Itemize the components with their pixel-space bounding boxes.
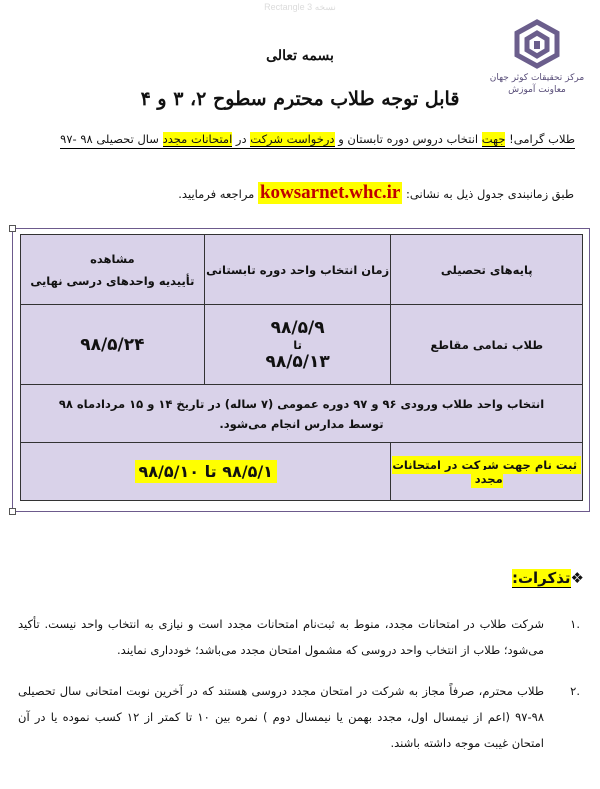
website-link[interactable]: kowsarnet.whc.ir bbox=[259, 182, 401, 203]
retake-label-cell bbox=[391, 443, 583, 501]
note-number: .۲ bbox=[570, 684, 580, 698]
bismillah: بسمه تعالی bbox=[266, 48, 334, 64]
top-caption: Rectangle 3 نسخه bbox=[264, 2, 336, 12]
note-number: .۱ bbox=[570, 617, 580, 631]
row1-to-word: تا bbox=[293, 337, 302, 352]
logo-line-1: مرکز تحقیقات کوثر جهان bbox=[489, 73, 585, 83]
note-item-2 bbox=[18, 678, 580, 756]
resize-handle-bottom-left[interactable] bbox=[9, 508, 16, 515]
intro-highlight-1: جهت bbox=[481, 132, 506, 146]
schedule-before: طبق زمانبندی جدول ذیل به نشانی: bbox=[406, 187, 574, 201]
table-retake-row bbox=[21, 443, 583, 501]
note-text: شرکت طلاب در امتحانات مجدد، منوط به ثبت‌نام امتحانات مجدد است و نیازی به انتخاب واحد نیست. تأکید می‌شود؛ طلاب از انتخاب واحد دروسی که مشمول امتحان مجدد می‌باشد؛ خودداری نمایند. bbox=[18, 617, 544, 657]
retake-date-cell bbox=[21, 443, 391, 501]
table-note bbox=[21, 385, 583, 443]
intro-highlight-3: امتحانات مجدد bbox=[162, 132, 233, 146]
row1-level: طلاب تمامی مقاطع bbox=[391, 305, 583, 385]
row1-from-date: ۹۸/۵/۹ bbox=[270, 317, 325, 338]
schedule-line bbox=[112, 182, 574, 204]
table-note-line-2: توسط مدارس انجام می‌شود. bbox=[219, 416, 384, 431]
intro-part-1: طلاب گرامی! bbox=[505, 132, 575, 146]
intro-underline bbox=[60, 132, 575, 149]
header-view-approval bbox=[21, 235, 205, 305]
header-view-line-2: تأییدیه واحدهای درسی نهایی bbox=[30, 273, 195, 288]
note-item-1 bbox=[18, 611, 580, 663]
header-selection-time: زمان انتخاب واحد دوره تابستانی bbox=[204, 235, 391, 305]
intro-part-3: در bbox=[232, 132, 251, 146]
table-header-row bbox=[21, 235, 583, 305]
notes-heading: ❖تذکرات: bbox=[511, 569, 584, 587]
note-text: طلاب محترم، صرفاً مجاز به شرکت در امتحان مجدد دروسی هستند که در آخرین نوبت امتحانی سال تحصیلی ۹۸-۹۷ (اعم از نیمسال اول، مجدد بهمن یا نیمسال دوم ) نمره بین ۱۰ تا کمتر از ۱۲ کسب نموده یا در آن امتحان غیبت موجه داشته باشند. bbox=[18, 684, 544, 750]
retake-date: ۹۸/۵/۱ تا ۹۸/۵/۱۰ bbox=[135, 460, 277, 483]
intro-part-2: انتخاب دروس دوره تابستان و bbox=[334, 132, 482, 146]
row1-selection-dates bbox=[204, 305, 391, 385]
logo-line-2: معاونت آموزش bbox=[508, 85, 566, 95]
resize-handle-top-left[interactable] bbox=[9, 225, 16, 232]
intro-line bbox=[40, 132, 575, 149]
schedule-table bbox=[20, 234, 583, 501]
page-title: قابل توجه طلاب محترم سطوح ۲، ۳ و ۴ bbox=[140, 88, 460, 110]
table-row bbox=[21, 305, 583, 385]
retake-label: ثبت نام جهت شرکت در امتحانات مجدد bbox=[392, 456, 581, 488]
table-note-row bbox=[21, 385, 583, 443]
diamond-bullet-icon: ❖ bbox=[570, 569, 584, 587]
header-view-line-1: مشاهده bbox=[90, 251, 135, 266]
intro-highlight-2: درخواست شرکت bbox=[250, 132, 335, 146]
row1-to-date: ۹۸/۵/۱۳ bbox=[265, 351, 330, 372]
header-levels: پایه‌های تحصیلی bbox=[391, 235, 583, 305]
schedule-after: مراجعه فرمایید. bbox=[178, 187, 258, 201]
intro-part-4: سال تحصیلی ۹۸ -۹۷ bbox=[60, 132, 163, 146]
row1-view-date: ۹۸/۵/۲۴ bbox=[21, 305, 205, 385]
table-note-line-1: انتخاب واحد طلاب ورودی ۹۶ و ۹۷ دوره عمومی (۷ ساله) در تاریخ ۱۴ و ۱۵ مردادماه ۹۸ bbox=[58, 396, 545, 411]
